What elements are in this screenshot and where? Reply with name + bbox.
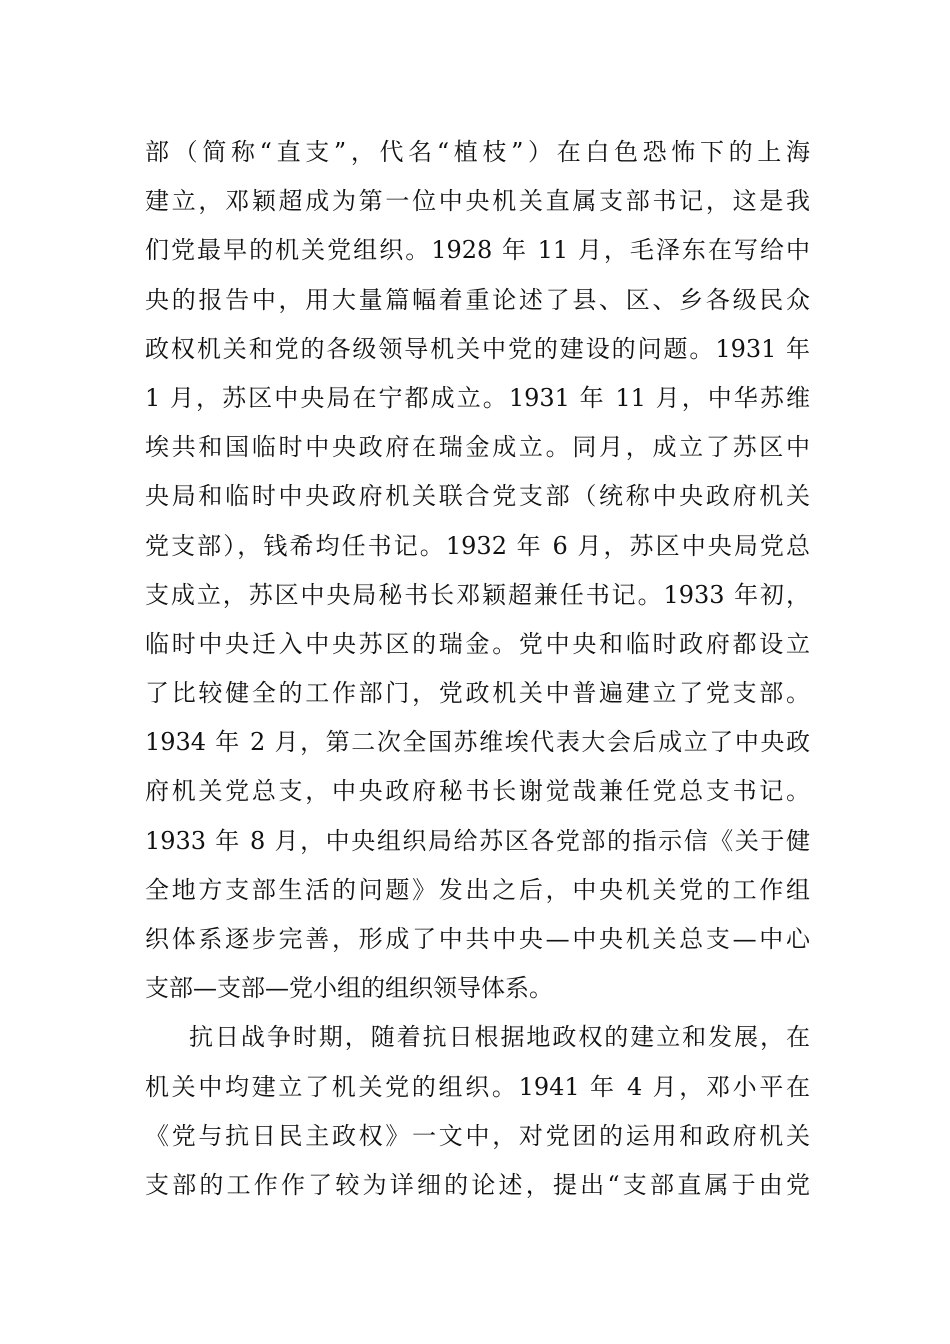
- text-line: 支成立，苏区中央局秘书长邓颖超兼任书记。1933 年初，: [145, 580, 810, 609]
- text-line: 支部的工作作了较为详细的论述，提出“支部直属于由党: [145, 1170, 810, 1199]
- text-line: 央局和临时中央政府机关联合党支部（统称中央政府机关: [145, 482, 810, 511]
- text-line: 《党与抗日民主政权》一文中，对党团的运用和政府机关: [145, 1121, 810, 1150]
- text-line: 们党最早的机关党组织。1928 年 11 月，毛泽东在写给中: [145, 236, 810, 265]
- text-line: 1934 年 2 月，第二次全国苏维埃代表大会后成立了中央政: [145, 728, 810, 757]
- text-line: 府机关党总支，中央政府秘书长谢觉哉兼任党总支书记。: [145, 777, 810, 806]
- text-line: 党支部），钱希均任书记。1932 年 6 月，苏区中央局党总: [145, 531, 810, 560]
- text-line: 织体系逐步完善，形成了中共中央—中央机关总支—中心: [145, 925, 810, 953]
- text-line: 埃共和国临时中央政府在瑞金成立。同月，成立了苏区中: [145, 433, 810, 462]
- text-line: 建立，邓颖超成为第一位中央机关直属支部书记，这是我: [145, 187, 810, 216]
- text-line: 1 月，苏区中央局在宁都成立。1931 年 11 月，中华苏维: [145, 383, 810, 412]
- text-line: 机关中均建立了机关党的组织。1941 年 4 月，邓小平在: [145, 1072, 810, 1101]
- body-text: [145, 128, 810, 1210]
- paragraph-1: [145, 128, 810, 1013]
- text-line: 央的报告中，用大量篇幅着重论述了县、区、乡各级民众: [145, 285, 810, 314]
- text-line: 全地方支部生活的问题》发出之后，中央机关党的工作组: [145, 875, 810, 904]
- text-line: 了比较健全的工作部门，党政机关中普遍建立了党支部。: [145, 679, 810, 708]
- text-line: 1933 年 8 月，中央组织局给苏区各党部的指示信《关于健: [145, 826, 810, 855]
- text-line: 临时中央迁入中央苏区的瑞金。党中央和临时政府都设立: [145, 629, 810, 658]
- text-line: 抗日战争时期，随着抗日根据地政权的建立和发展，在: [189, 1023, 810, 1052]
- text-line: 支部—支部—党小组的组织领导体系。: [145, 974, 553, 1003]
- paragraph-2: [145, 1013, 810, 1210]
- text-line: 政权机关和党的各级领导机关中党的建设的问题。1931 年: [145, 334, 810, 363]
- text-line: 部（简称“直支”，代名“植枝”）在白色恐怖下的上海: [145, 138, 810, 166]
